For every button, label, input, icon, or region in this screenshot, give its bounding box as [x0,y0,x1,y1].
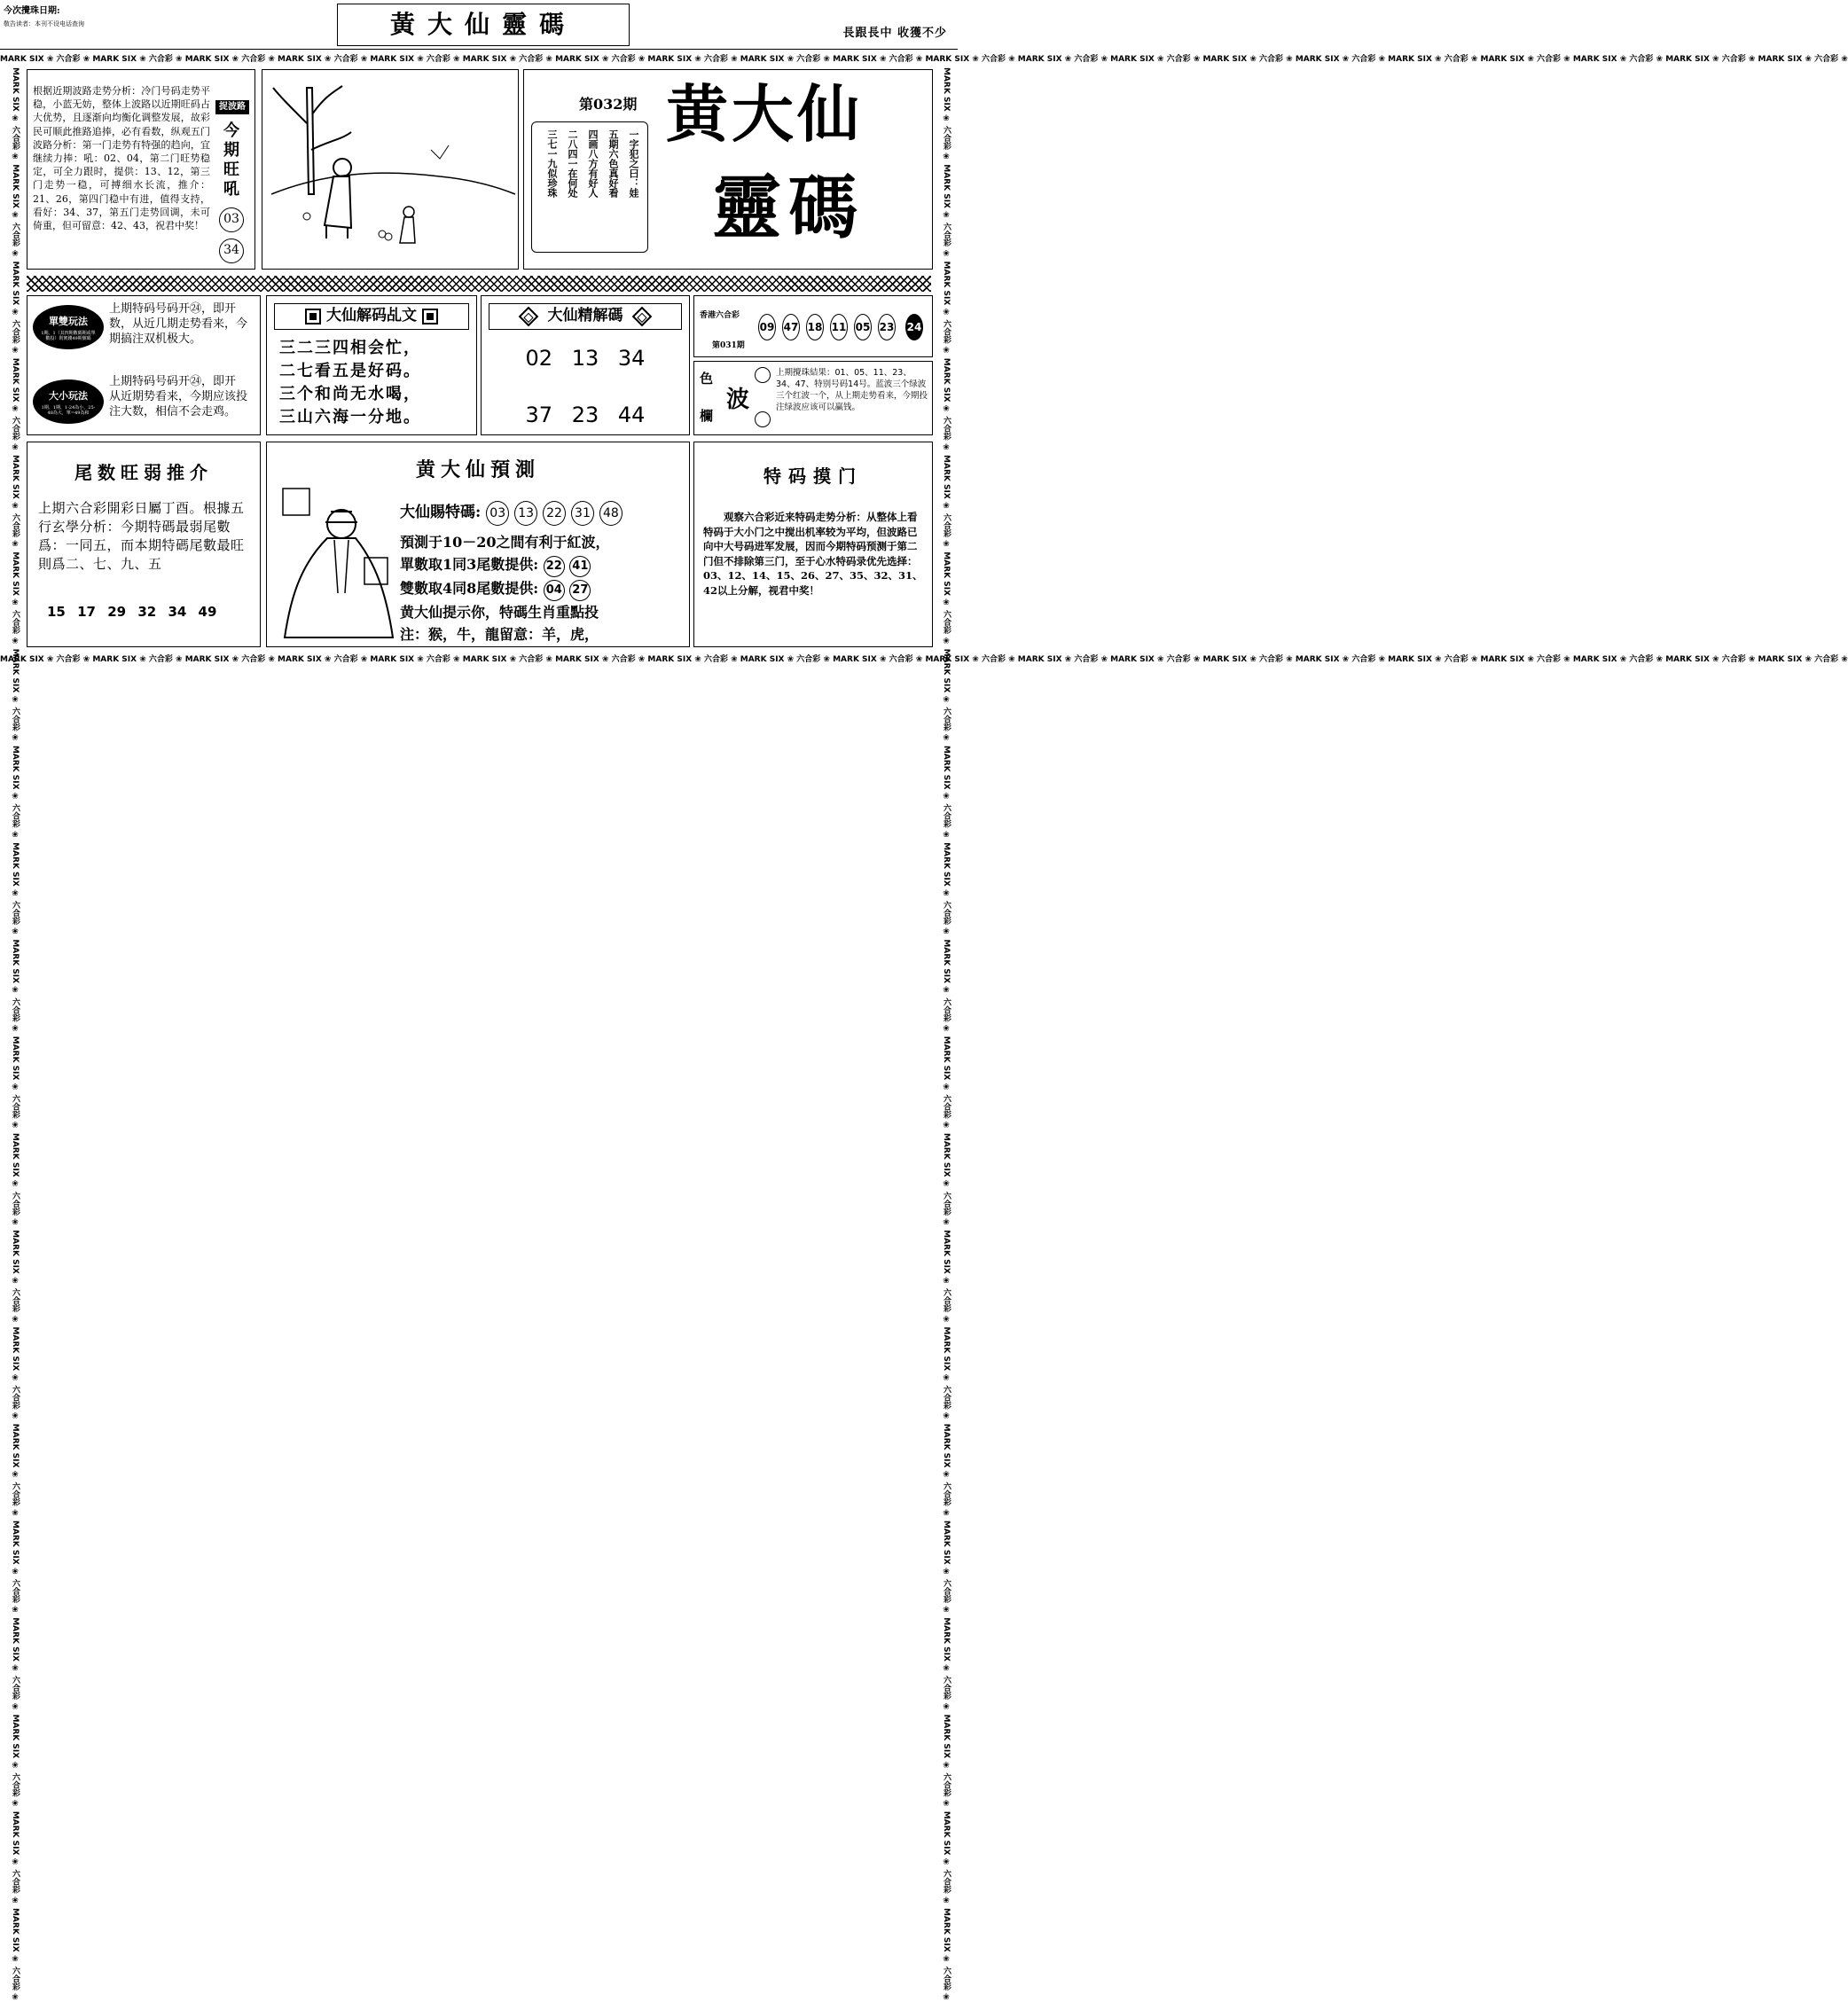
issue-number: 第032期 [579,96,638,113]
result-ball: 18 [806,314,824,340]
border-strip-bottom: MARK SIX ❀ 六合彩 ❀ MARK SIX ❀ 六合彩 ❀ MARK SIX ❀ 六合彩 ❀ MARK SIX ❀ 六合彩 ❀ MARK SIX ❀ 六合彩 ❀ MARK SIX ❀ 六合彩 ❀ MARK SIX ❀ 六合彩 ❀ MARK SIX ❀ 六合彩 ❀ MARK SIX ❀ 六合彩 ❀ MARK SIX ❀ 六合彩 ❀ MARK SIX ❀ 六合彩 ❀ MARK SIX ❀ 六合彩 ❀ MARK SIX ❀ 六合彩 ❀ MARK SIX ❀ 六合彩 ❀ MARK SIX ❀ 六合彩 ❀ MARK SIX ❀ 六合彩 ❀ MARK SIX ❀ 六合彩 ❀ MARK SIX ❀ 六合彩 ❀ MARK SIX ❀ 六合彩 ❀ MARK SIX ❀ 六合彩 ❀ [0,655,1848,664]
border-strip-top: MARK SIX ❀ 六合彩 ❀ MARK SIX ❀ 六合彩 ❀ MARK SIX ❀ 六合彩 ❀ MARK SIX ❀ 六合彩 ❀ MARK SIX ❀ 六合彩 ❀ MARK SIX ❀ 六合彩 ❀ MARK SIX ❀ 六合彩 ❀ MARK SIX ❀ 六合彩 ❀ MARK SIX ❀ 六合彩 ❀ MARK SIX ❀ 六合彩 ❀ MARK SIX ❀ 六合彩 ❀ MARK SIX ❀ 六合彩 ❀ MARK SIX ❀ 六合彩 ❀ MARK SIX ❀ 六合彩 ❀ MARK SIX ❀ 六合彩 ❀ MARK SIX ❀ 六合彩 ❀ MARK SIX ❀ 六合彩 ❀ MARK SIX ❀ 六合彩 ❀ MARK SIX ❀ 六合彩 ❀ MARK SIX ❀ 六合彩 ❀ [0,55,1848,64]
tail-num: 49 [198,604,217,620]
page-title: 黃大仙靈碼 [337,4,630,46]
precise-title: 大仙精解碼 [547,307,623,325]
diamond-icon [518,306,538,326]
precise-num: 37 [525,403,553,427]
color-label-bottom: 欄 [700,408,714,424]
slogan: 長跟長中 收獲不少 [842,27,947,40]
riddle-panel [266,295,477,435]
poem-scroll-lines [544,129,640,245]
line-3-prefix: 雙數取4同8尾數提供: [400,580,539,597]
circle-icon [755,367,771,383]
color-label-top: 色 [700,371,714,387]
tail-number-title: 尾数旺弱推介 [74,462,213,483]
precise-num: 23 [571,403,599,427]
gift-num: 03 [486,501,509,526]
odd-even-label: 單雙玩法 [49,316,88,327]
big-small-sub: 1期、1期、1-24為小，25-48為大，單=49為和 [41,405,96,416]
hk-results-issue: 第031期 [712,341,745,350]
wave-side-num-1: 03 [219,207,244,232]
precise-title-box [489,303,682,330]
riddle-line-2: 二七看五是好码。 [279,362,421,380]
riddle-lines [279,337,469,429]
diamond-divider [27,276,931,292]
special-door-title: 特码摸门 [763,465,863,487]
special-result-ball: 24 [905,314,923,340]
prediction-line-4: 黄大仙提示你，特碼生肖重點投 [400,604,599,621]
tail-number-text: 上期六合彩開彩日屬丁酉。根據五行玄學分析：今期特碼最弱尾數爲：一同五，而本期特碼尾數最旺則爲二、七、九、五 [38,500,245,572]
prediction-line-5: 注：猴，牛，龍留意：羊，虎， [400,626,599,643]
odd-tail-num: 22 [544,556,565,577]
gift-num: 31 [571,501,594,526]
odd-even-sub: 1期、1（其四期數碼期或單數投）則實錢49期號碼 [41,331,96,341]
odd-even-oval [33,305,104,349]
prediction-panel [266,442,690,647]
result-ball: 05 [854,314,872,340]
color-wave-text: 上期攪珠結果：01、05、11、23、34、47、特别号码14号。蓝波三个绿波三个红波一个，从上期走势看来，今期投注绿波应该可以赢钱。 [776,368,928,412]
reader-notice: 敬告读者：本刊不设电话查询 [4,20,84,27]
wave-analysis-panel [27,69,255,270]
poem-scroll [531,121,648,253]
wave-analysis-text: 根据近期波路走势分析：冷门号码走势平稳，小蓝无妨，整体上波路以近期旺码占大优势，且逐渐向均衡化调整发展，故彩民可顺此推路追捧，必有看数，纵观五门波路分析：第一门走势有特强的趋向，宜继续力捧：吼：02、04，第二门旺势稳定，可全力跟时，提供：13、12，第三门走势一稳，可搏细水长流，推介：21、26，第四门稳中有进，值得支持，看好：34、37，第五门走势回调，未可倚重，但可留意：42、43，祝君中奖！ [33,85,210,232]
circle-icon [755,411,771,427]
gift-num: 48 [599,501,623,526]
illustration-panel [262,69,519,270]
special-door-text: 观察六合彩近来特码走势分析：从整体上看特码于大小门之中搅出机率较为平均，但波路已向中大号码进军发展，因而今期特码预测于第二门但不排除第三门，至于心水特码录优先选择：03、12、14、15、26、27、35、32、31、42以上分解，视君中奖！ [703,511,923,597]
prediction-title: 黄大仙預測 [415,458,540,481]
result-ball: 11 [830,314,848,340]
poem-line-4: 二八四一在何处 [567,129,578,198]
riddle-title: 大仙解码乩文 [326,307,417,325]
special-door-panel [693,442,933,647]
draw-date-label: 今次攪珠日期: [4,6,60,16]
poem-title-panel [523,69,933,270]
gift-num: 22 [543,501,566,526]
wave-side-num-2: 34 [219,239,244,263]
precise-num: 02 [525,346,553,371]
riddle-line-4: 三山六海一分地。 [279,408,421,426]
precise-num: 44 [617,403,646,427]
big-title-line-1: 黄大仙 [666,77,863,151]
line-2-prefix: 單數取1同3尾數提供: [400,556,539,573]
monkey-tree-illustration [262,70,518,269]
precise-row-2 [482,403,689,427]
wave-side-text: 今期旺吼 [223,121,239,199]
poem-line-5: 三七一九似珍珠 [546,129,558,198]
tail-number-list [47,604,251,620]
result-ball: 47 [782,314,800,340]
precise-row-1 [482,346,689,371]
riddle-line-3: 三个和尚无水喝， [279,385,421,403]
big-small-text: 上期特码号码开㉔，即开 从近期势看来，今期应该投注大数，相信不会走鸡。 [109,375,248,418]
prediction-line-2 [400,553,685,577]
prediction-line-3 [400,577,685,601]
riddle-line-1: 三二三四相会忙， [279,339,421,357]
tail-num: 34 [168,604,187,620]
hk-results-panel [693,295,933,357]
square-icon [422,309,438,325]
result-ball: 09 [758,314,776,340]
tail-num: 15 [47,604,66,620]
precise-num: 13 [571,346,599,371]
border-strip-right: MARK SIX ❀ 六合彩 ❀ MARK SIX ❀ 六合彩 ❀ MARK SIX ❀ 六合彩 ❀ MARK SIX ❀ 六合彩 ❀ MARK SIX ❀ 六合彩 ❀ MARK SIX ❀ 六合彩 ❀ MARK SIX ❀ 六合彩 ❀ MARK SIX ❀ 六合彩 ❀ MARK SIX ❀ 六合彩 ❀ MARK SIX ❀ 六合彩 ❀ MARK SIX ❀ 六合彩 ❀ MARK SIX ❀ 六合彩 ❀ MARK SIX ❀ 六合彩 ❀ MARK SIX ❀ 六合彩 ❀ MARK SIX ❀ 六合彩 ❀ MARK SIX ❀ 六合彩 ❀ MARK SIX ❀ 六合彩 ❀ MARK SIX ❀ 六合彩 ❀ MARK SIX ❀ 六合彩 ❀ MARK SIX ❀ 六合彩 ❀ [942,67,951,2002]
sage-illustration [272,487,396,646]
precise-num: 34 [617,346,646,371]
result-ball: 23 [878,314,896,340]
poem-line-1: 一字犯之曰：娃 [628,129,639,198]
header-bar [0,0,958,50]
square-icon [305,309,321,325]
tail-number-panel [27,442,261,647]
big-title-line-2: 靈碼 [712,168,865,248]
even-tail-num: 04 [544,580,565,601]
header-left [4,5,84,30]
precise-numbers-panel [481,295,690,435]
hk-results-label: 香港六合彩 [700,311,740,320]
prediction-lines [400,531,685,645]
wave-label: 波 [726,387,750,413]
gift-num: 13 [514,501,537,526]
odd-tail-num: 41 [569,556,591,577]
tail-num: 17 [77,604,96,620]
big-small-label: 大小玩法 [49,390,88,402]
tail-num: 32 [137,604,157,620]
big-small-oval [33,379,104,424]
tail-num: 29 [107,604,127,620]
prediction-gift-row [400,499,623,526]
even-tail-num: 27 [569,580,591,601]
diamond-icon [632,306,653,326]
wave-tag: 捉波路 [215,100,249,114]
gift-label: 大仙賜特碼: [400,504,482,521]
odd-even-text: 上期特码号码开㉔，即开 数，从近几期走势看来，今期搞注双机极大。 [109,302,248,346]
poem-line-2: 五期六色真好看 [607,129,619,198]
border-strip-left: MARK SIX ❀ 六合彩 ❀ MARK SIX ❀ 六合彩 ❀ MARK SIX ❀ 六合彩 ❀ MARK SIX ❀ 六合彩 ❀ MARK SIX ❀ 六合彩 ❀ MARK SIX ❀ 六合彩 ❀ MARK SIX ❀ 六合彩 ❀ MARK SIX ❀ 六合彩 ❀ MARK SIX ❀ 六合彩 ❀ MARK SIX ❀ 六合彩 ❀ MARK SIX ❀ 六合彩 ❀ MARK SIX ❀ 六合彩 ❀ MARK SIX ❀ 六合彩 ❀ MARK SIX ❀ 六合彩 ❀ MARK SIX ❀ 六合彩 ❀ MARK SIX ❀ 六合彩 ❀ MARK SIX ❀ 六合彩 ❀ MARK SIX ❀ 六合彩 ❀ MARK SIX ❀ 六合彩 ❀ MARK SIX ❀ 六合彩 ❀ [11,67,20,2002]
color-wave-panel [693,361,933,435]
prediction-line-1: 預測于10－20之間有利于紅波， [400,534,610,551]
riddle-title-box [274,303,469,330]
poem-line-3: 四画八方有好人 [587,129,599,198]
play-methods-panel [27,295,261,435]
